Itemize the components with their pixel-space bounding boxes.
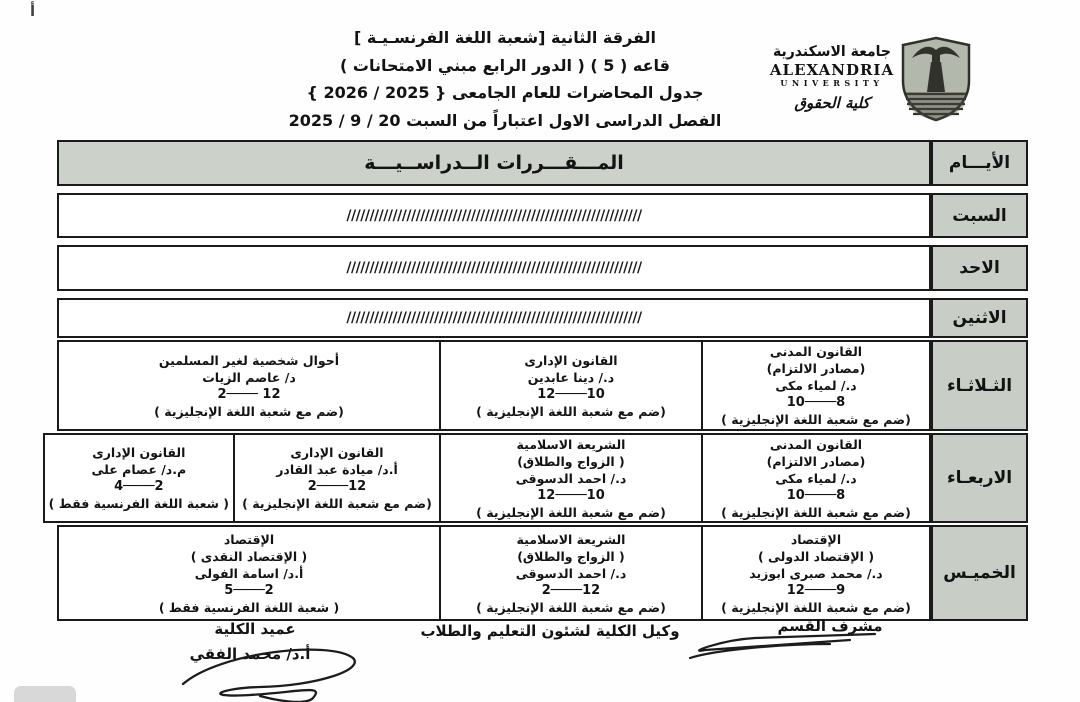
empty-day-cell: [57, 245, 931, 291]
course-lecturer: أ.د/ اسامة الفولى: [194, 565, 304, 581]
courses-header: المـــقـــررات الــدراســيـــة: [57, 140, 931, 186]
day-cell-sunday: الاحد: [931, 245, 1028, 291]
course-subtitle: ( الإقتصاد النقدى ): [190, 548, 308, 564]
row-monday: [57, 298, 1028, 338]
slash-filler: ////////////////////////////////////////////////////////////////: [346, 310, 642, 326]
scan-corner-artifact: [14, 686, 76, 702]
course-note: (ضم مع شعبة اللغة الإنجليزية ): [721, 504, 911, 520]
course-subtitle: (مصادر الالتزام): [766, 361, 866, 376]
course-note: ( شعبة اللغة الفرنسية فقط ): [48, 496, 229, 511]
university-logo: [768, 30, 978, 134]
course-subtitle: ( الزواج والطلاق): [517, 453, 625, 469]
dean-signature: [165, 640, 405, 702]
course-note: ( شعبة اللغة الفرنسية فقط ): [158, 599, 340, 615]
course-cell: [701, 527, 929, 619]
empty-day-cell: [57, 193, 931, 238]
university-arabic-name: جامعة الاسكندرية: [772, 43, 892, 61]
course-time: 12────10: [537, 386, 605, 402]
slash-filler: ////////////////////////////////////////////////////////////////: [346, 260, 642, 276]
course-cell: [59, 342, 439, 429]
course-cell: [701, 435, 929, 521]
table-header-row: [57, 140, 1028, 186]
course-time: 2──── 12: [217, 386, 281, 402]
empty-day-cell: [57, 298, 931, 338]
course-title: القانون المدنى: [769, 344, 863, 359]
course-note: (ضم مع شعبة اللغة الإنجليزية ): [154, 403, 344, 419]
vice-dean-title: وكيل الكلية لشئون التعليم والطلاب: [420, 622, 680, 640]
course-lecturer: د./ لمياء مكى: [775, 378, 857, 393]
university-logo-text: [768, 30, 896, 112]
course-time: 4────2: [114, 479, 164, 494]
dean-title: عميد الكلية: [214, 620, 296, 638]
course-time: 12────9: [786, 582, 846, 598]
course-cell: [439, 527, 701, 619]
course-cell: [701, 342, 929, 429]
university-latin-name: ALEXANDRIA: [769, 61, 895, 79]
title-line-semester: الفصل الدراسى الاول اعتباراً من السبت 20 / 9 / 2025: [288, 110, 722, 130]
course-lecturer: د./ لمياء مكى: [775, 470, 857, 486]
course-time: 10────8: [786, 487, 846, 503]
course-lecturer: م.د/ عصام على: [91, 462, 187, 477]
course-lecturer: د./ محمد صبرى ابوزيد: [749, 565, 883, 581]
course-subtitle: ( الإقتصاد الدولى ): [757, 548, 875, 564]
course-title: القانون الإدارى: [290, 445, 384, 460]
stray-pen-mark: أ: [30, 2, 36, 20]
course-note: (ضم مع شعبة اللغة الإنجليزية ): [476, 403, 666, 419]
course-note: (ضم مع شعبة اللغة الإنجليزية ): [721, 412, 911, 427]
university-latin-subtitle: UNIVERSITY: [780, 78, 884, 88]
row-saturday: [57, 193, 1028, 238]
course-title: القانون الإدارى: [92, 445, 186, 460]
course-title: القانون المدنى: [769, 436, 863, 452]
lighthouse-shield-emblem: [900, 36, 972, 122]
day-cell-wednesday: الاربعـاء: [931, 433, 1028, 523]
row-wednesday: [48, 433, 1028, 523]
document-title-block: [255, 24, 755, 134]
course-time: 12────10: [537, 487, 605, 503]
department-supervisor-title: مشرف القسم: [777, 617, 883, 635]
title-line-schedule: جدول المحاضرات للعام الجامعى { 2025 / 2026 }: [306, 83, 704, 102]
course-title: الإقتصاد: [223, 531, 275, 547]
course-subtitle: ( الزواج والطلاق): [517, 548, 625, 564]
tuesday-courses: [57, 340, 931, 431]
course-note: (ضم مع شعبة اللغة الإنجليزية ): [476, 599, 666, 615]
course-title: الإقتصاد: [790, 531, 842, 547]
course-title: الشريعة الاسلامية: [516, 436, 626, 452]
title-line-room: قاعه ( 5 ) ( الدور الرابع مبني الامتحانات ): [339, 55, 671, 75]
course-cell: [439, 342, 701, 429]
course-note: (ضم مع شعبة اللغة الإنجليزية ): [242, 496, 432, 511]
course-title: الشريعة الاسلامية: [516, 531, 626, 547]
course-cell: [439, 435, 701, 521]
course-time: 10────8: [786, 395, 846, 410]
course-lecturer: د./ دينا عابدين: [527, 369, 615, 385]
supervisor-signature: [660, 624, 890, 664]
course-title: القانون الإدارى: [524, 352, 618, 368]
course-lecturer: د/ عاصم الزيات: [202, 369, 296, 385]
course-cell: [45, 435, 233, 521]
course-subtitle: (مصادر الالتزام): [766, 453, 866, 469]
day-cell-tuesday: الثـلاثـاء: [931, 340, 1028, 431]
course-lecturer: د./ احمد الدسوقى: [515, 565, 627, 581]
day-cell-monday: الاثنين: [931, 298, 1028, 338]
timetable: [48, 140, 1028, 621]
dean-name: أ.د/ محمد الفقي: [189, 645, 311, 663]
course-cell: [233, 435, 439, 521]
course-title: أحوال شخصية لغير المسلمين: [158, 352, 340, 368]
row-thursday: [57, 525, 1028, 621]
day-cell-saturday: السبت: [931, 193, 1028, 238]
course-cell: [59, 527, 439, 619]
faculty-name: كلية الحقوق: [794, 94, 870, 112]
course-lecturer: د./ احمد الدسوقى: [515, 470, 627, 486]
course-time: 2────12: [307, 479, 367, 494]
day-cell-thursday: الخميـس: [931, 525, 1028, 621]
course-note: (ضم مع شعبة اللغة الإنجليزية ): [476, 504, 666, 520]
days-column-header: الأيـــام: [931, 140, 1028, 186]
title-line-section: الفرقة الثانية [شعبة اللغة الفرنسـيـة ]: [353, 28, 657, 47]
row-tuesday: [57, 340, 1028, 431]
course-time: 2────12: [541, 582, 601, 598]
slash-filler: ////////////////////////////////////////////////////////////////: [346, 207, 642, 224]
row-sunday: [57, 245, 1028, 291]
wednesday-courses: [43, 433, 931, 523]
course-time: 5────2: [224, 582, 274, 598]
thursday-courses: [57, 525, 931, 621]
course-note: (ضم مع شعبة اللغة الإنجليزية ): [721, 599, 911, 615]
course-lecturer: أ.د/ ميادة عبد القادر: [276, 462, 398, 477]
